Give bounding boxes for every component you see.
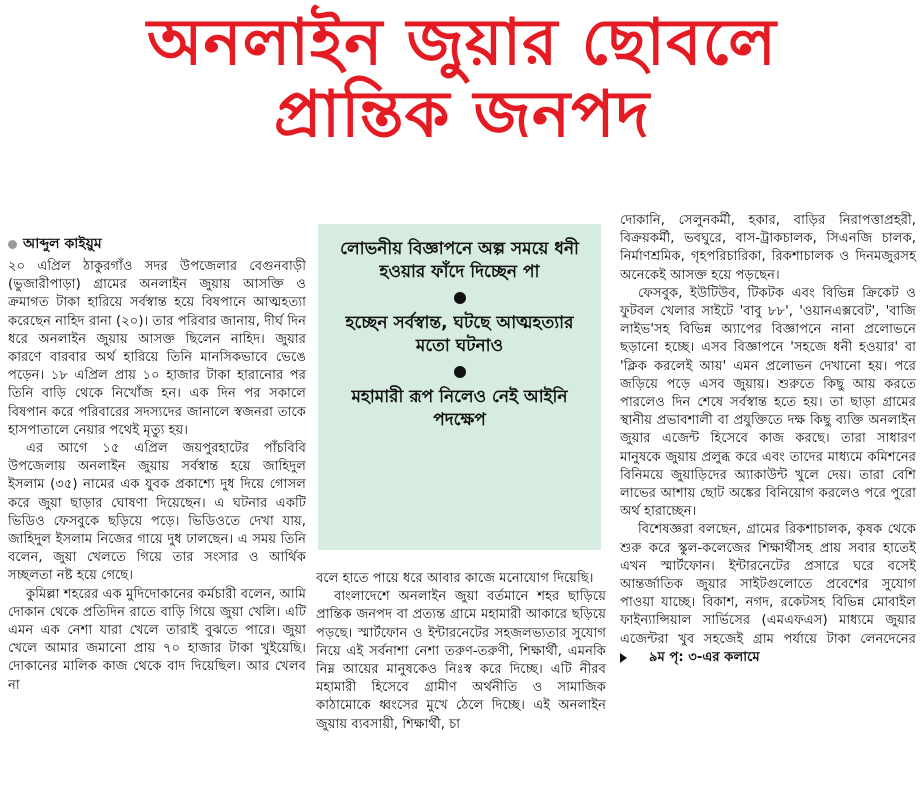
highlight-item: লোভনীয় বিজ্ঞাপনে অল্প সময়ে ধনী হওয়ার ফাঁদে দিচ্ছেন পা	[340, 239, 579, 282]
continuation-text: ৯ম পৃ: ৩-এর কলামে	[649, 649, 760, 665]
paragraph: দোকানি, সেলুনকর্মী, হকার, বাড়ির নিরাপত্তাপ্রহরী, বিক্রয়কর্মী, ভবঘুরে, বাস-ট্রাকচালক, সিএনজি চালক, নির্মাণশ্রমিক, গৃহপরিচারিকা, রিকশাচালক ও দিনমজুরসহ অনেকেই আসক্ত হয়ে পড়ছেন।	[620, 213, 916, 283]
paragraph: বলে হাতে পায়ে ধরে আবার কাজে মনোযোগ দিয়েছি।	[316, 571, 594, 586]
column-3	[620, 212, 916, 669]
headline-line-2: প্রান্তিক জনপদ	[273, 77, 651, 152]
headline	[0, 8, 924, 151]
highlight-box	[318, 224, 601, 550]
highlight-item: মহামারী রূপ নিলেও নেই আইনি পদক্ষেপ	[351, 387, 568, 430]
paragraph	[620, 521, 916, 669]
author-name: আব্দুল কাইয়ুম	[23, 236, 102, 252]
continuation-note	[620, 649, 760, 667]
column-1	[8, 232, 306, 695]
paragraph: এর আগে ১৫ এপ্রিল জয়পুরহাটের পাঁচবিবি উপজেলায় অনলাইন জুয়ায় সর্বস্বান্ত হয়ে জাহিদুল ইসলাম (৩৫) নামের এক যুবক প্রকাশ্যে দুধ দিয়ে গোসল করে জুয়া ছাড়ার ঘোষণা দিয়েছেন। এ ঘটনার একটি ভিডিও ফেসবুকে ছড়িয়ে পড়ে। ভিডিওতে দেখা যায়, জাহিদুল ইসলাম নিজের গায়ে দুধ ঢালছেন। এ সময় তিনি বলেন, জুয়া খেলতে গিয়ে তার সংসার ও আর্থিক সচ্ছলতা নষ্ট হয়ে গেছে।	[8, 441, 306, 584]
paragraph: কুমিল্লা শহরের এক মুদিদোকানের কর্মচারী বলেন, আমি দোকান থেকে প্রতিদিন রাতে বাড়ি গিয়ে জুয়া খেলি। এটি এমন এক নেশা যারা খেলে তারাই বুঝতে পারে। জুয়া খেলে আমার জমানো প্রায় ৭০ হাজার টাকা খুইয়েছি। দোকানের মালিক কাজ থেকে বাদ দিয়েছিল। আর খেলব না	[8, 586, 306, 693]
bullet-icon	[454, 292, 466, 304]
paragraph: বাংলাদেশে অনলাইন জুয়া বর্তমানে শহর ছাড়িয়ে প্রান্তিক জনপদ বা প্রত্যন্ত গ্রামে মহামারী আকারে ছড়িয়ে পড়ছে। স্মার্টফোন ও ইন্টারনেটের সহজলভ্যতার সুযোগ নিয়ে এই সর্বনাশা নেশা তরুণ-তরুণী, শিক্ষার্থী, এমনকি নিম্ন আয়ের মানুষকেও নিঃস্ব করে দিচ্ছে। এটি নীরব মহামারী হিসেবে গ্রামীণ অর্থনীতি ও সামাজিক কাঠামোকে ধ্বংসের মুখে ঠেলে দিচ্ছে। এই অনলাইন জুয়ায় ব্যবসায়ী, শিক্ষার্থী, চা	[316, 589, 606, 732]
arrow-right-icon	[620, 653, 627, 663]
paragraph: ফেসবুক, ইউটিউব, টিকটক এবং বিভিন্ন ক্রিকেট ও ফুটবল খেলার সাইটে 'বাবু ৮৮', 'ওয়ানএক্সবেট', 'বাজি লাইভ'সহ বিভিন্ন অ্যাপের বিজ্ঞাপনে নানা প্রলোভনে ছড়ানো হচ্ছে। এসব বিজ্ঞাপনে 'সহজে ধনী হওয়ার' বা 'ক্লিক করলেই আয়' এমন প্রলোভন দেখানো হয়। পরে জড়িয়ে পড়ে এসব জুয়ায়। শুরুতে কিছু আয় করতে পারলেও দিন শেষে সর্বস্বান্ত হতে হয়। তা ছাড়া গ্রামের স্থানীয় প্রভাবশালী বা প্রযুক্তিতে দক্ষ কিছু ব্যক্তি অনলাইন জুয়ার এজেন্ট হিসেবে কাজ করছে। তারা সাধারণ মানুষকে জুয়ায় প্রলুব্ধ করে এবং তাদের মাধ্যমে কমিশনের বিনিময়ে জুয়াড়িদের অ্যাকাউন্ট খুলে দেয়। তারা বেশি লাভের আশায় ছোট অঙ্কের বিনিয়োগ করলেও পরে পুরো অর্থ হারাচ্ছেন।	[620, 285, 916, 520]
paragraph-text: বিশেষজ্ঞরা বলছেন, গ্রামের রিকশাচালক, কৃষক থেকে শুরু করে স্কুল-কলেজের শিক্ষার্থীসহ প্রায় সবার হাতেই এখন স্মার্টফোন। ইন্টারনেটের প্রসারে ঘরে বসেই আন্তর্জাতিক জুয়ার সাইটগুলোতে প্রবেশের সুযোগ পাওয়া যাচ্ছে। বিকাশ, নগদ, রকেটসহ বিভিন্ন মোবাইল ফাইন্যান্সিয়াল সার্ভিসের (এমএফএস) মাধ্যমে জুয়ার এজেন্টরা খুব সহজেই গ্রাম পর্যায়ে টাকা লেনদেনের	[620, 522, 916, 647]
headline-line-1: অনলাইন জুয়ার ছোবলে	[147, 6, 777, 80]
paragraph: ২০ এপ্রিল ঠাকুরগাঁও সদর উপজেলার বেগুনবাড়ী (ভুজারীপাড়া) গ্রামের অনলাইন জুয়ায় আসক্তি ও ক্রমাগত টাকা হারিয়ে সর্বস্বান্ত হয়ে বিষপানে আত্মহত্যা করেছেন নাহিদ রানা (২০)। তার পরিবার জানায়, দীর্ঘ দিন ধরে অনলাইন জুয়ায় আসক্ত ছিলেন নাহিদ। জুয়ার কারণে বারবার অর্থ হারিয়ে তিনি মানসিকভাবে ভেঙে পড়েন। ১৮ এপ্রিল প্রায় ১০ হাজার টাকা হারানোর পর তিনি বাড়ি থেকে নিখোঁজ হন। এক দিন পর সকালে বিষপান করে পরিবারের সদস্যদের জানালে স্বজনরা তাকে হাসপাতালে নেয়ার পথেই মৃত্যু হয়।	[8, 259, 306, 438]
bullet-icon	[454, 366, 466, 378]
column-2	[316, 570, 606, 734]
highlight-item: হচ্ছেন সর্বস্বান্ত, ঘটছে আত্মহত্যার মতো ঘটনাও	[345, 313, 574, 356]
